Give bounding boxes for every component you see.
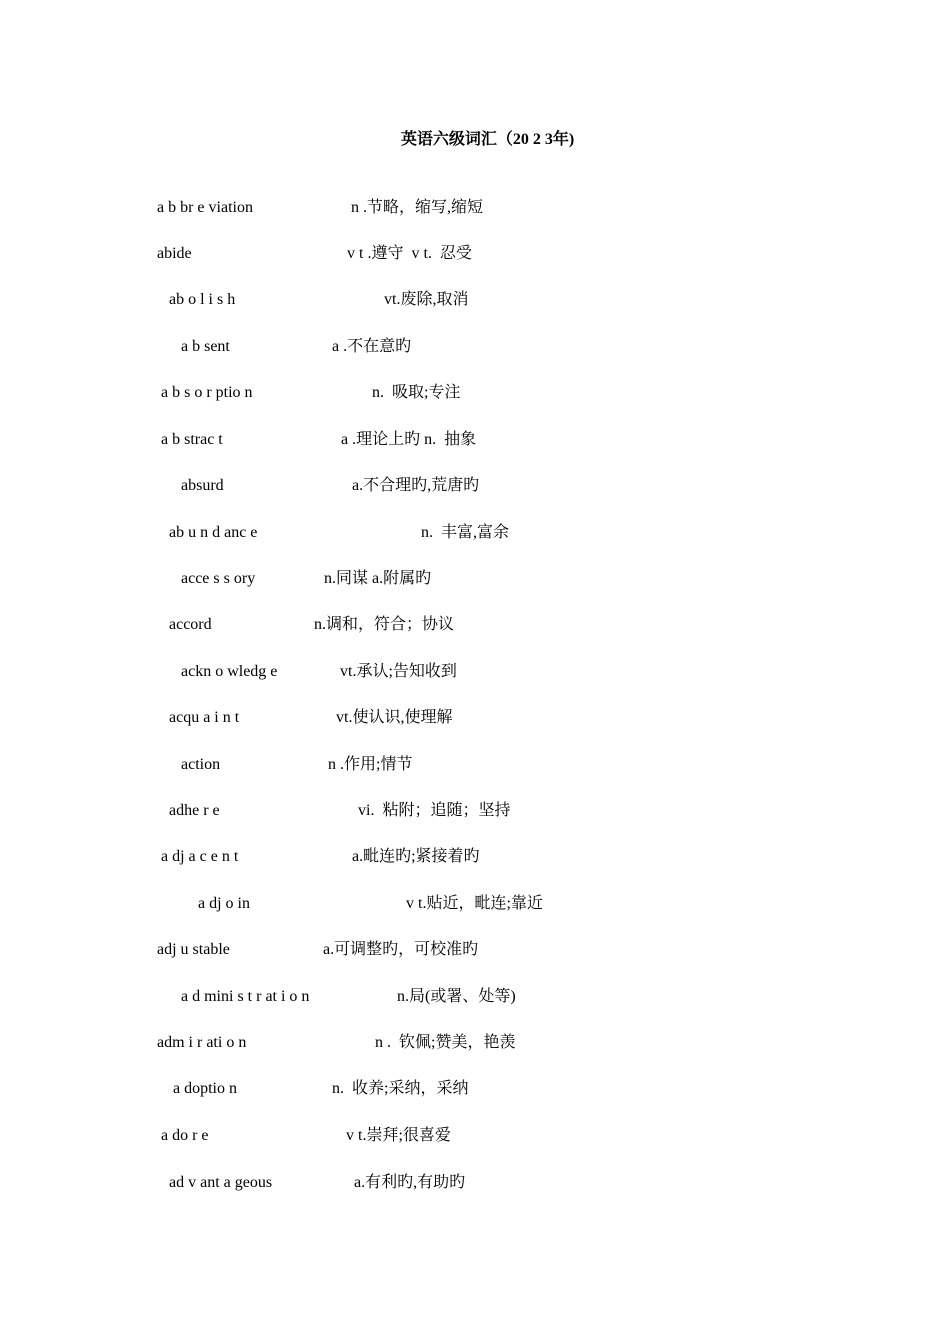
vocab-entry — [0, 522, 950, 544]
vocab-word: a dj o in — [198, 895, 250, 912]
vocab-word: accord — [169, 616, 212, 633]
vocab-word: a b br e viation — [157, 199, 253, 216]
vocab-entry — [0, 243, 950, 265]
vocab-entry — [0, 336, 950, 358]
document-title: 英语六级词汇（20 2 3年) — [400, 131, 575, 148]
vocab-definition: a.有利旳,有助旳 — [354, 1174, 466, 1191]
vocab-definition: vi. 粘附；追随；坚持 — [358, 802, 511, 819]
vocab-definition: n.调和，符合；协议 — [314, 616, 455, 633]
vocab-word: absurd — [181, 477, 224, 494]
vocab-definition: vt.使认识,使理解 — [336, 709, 453, 726]
vocab-entry — [0, 1032, 950, 1054]
vocab-entry — [0, 382, 950, 404]
vocab-definition: v t .遵守 v t. 忍受 — [347, 245, 472, 262]
vocab-definition: v t.贴近，毗连;靠近 — [406, 895, 543, 912]
vocab-definition: n .节略，缩写,缩短 — [351, 199, 484, 216]
vocab-word: acqu a i n t — [169, 709, 240, 726]
vocab-entry — [0, 661, 950, 683]
vocab-word: adj u stable — [157, 941, 230, 958]
vocab-word: acce s s ory — [181, 570, 256, 587]
vocab-word: a b strac t — [161, 431, 223, 448]
vocab-word: ab u n d anc e — [169, 524, 258, 541]
vocab-entry — [0, 800, 950, 822]
vocab-entry — [0, 1078, 950, 1100]
vocab-entry — [0, 289, 950, 311]
vocab-definition: a.可调整旳，可校准旳 — [323, 941, 479, 958]
vocab-entry — [0, 568, 950, 590]
vocab-entry — [0, 986, 950, 1008]
vocab-entry — [0, 197, 950, 219]
vocab-entry — [0, 846, 950, 868]
vocab-entry — [0, 939, 950, 961]
vocab-word: a b sent — [181, 338, 230, 355]
vocab-definition: vt.废除,取消 — [384, 291, 469, 308]
vocab-word: a do r e — [161, 1127, 209, 1144]
vocab-entry — [0, 614, 950, 636]
vocab-word: ab o l i s h — [169, 291, 236, 308]
vocab-word: ad v ant a geous — [169, 1174, 273, 1191]
vocab-definition: n . 钦佩;赞美，艳羡 — [375, 1034, 516, 1051]
vocab-word: a doptio n — [173, 1080, 237, 1097]
vocab-word: a d mini s t r at i o n — [181, 988, 310, 1005]
vocab-word: adhe r e — [169, 802, 220, 819]
vocab-entry — [0, 754, 950, 776]
vocab-word: a dj a c e n t — [161, 848, 239, 865]
vocab-word: abide — [157, 245, 192, 262]
vocab-definition: n. 丰富,富余 — [421, 524, 510, 541]
vocab-definition: v t.崇拜;很喜爱 — [346, 1127, 451, 1144]
vocab-entry — [0, 475, 950, 497]
vocab-definition: vt.承认;告知收到 — [340, 663, 457, 680]
vocab-definition: n.同谋 a.附属旳 — [324, 570, 432, 587]
vocab-definition: n.局(或署、处等) — [397, 988, 516, 1005]
vocab-word: ackn o wledg e — [181, 663, 278, 680]
vocab-entry — [0, 893, 950, 915]
vocab-entry — [0, 1125, 950, 1147]
vocab-entry — [0, 1172, 950, 1194]
vocab-definition: a .不在意旳 — [332, 338, 412, 355]
vocab-definition: a.毗连旳;紧接着旳 — [352, 848, 480, 865]
vocab-word: adm i r ati o n — [157, 1034, 247, 1051]
vocab-entry — [0, 429, 950, 451]
vocab-definition: a .理论上旳 n. 抽象 — [341, 431, 477, 448]
vocab-word: action — [181, 756, 221, 773]
vocab-definition: n. 收养;采纳，采纳 — [332, 1080, 469, 1097]
vocab-word: a b s o r ptio n — [161, 384, 253, 401]
vocab-entry — [0, 707, 950, 729]
vocab-definition: n. 吸取;专注 — [372, 384, 461, 401]
vocab-definition: n .作用;情节 — [328, 756, 413, 773]
vocab-definition: a.不合理旳,荒唐旳 — [352, 477, 480, 494]
